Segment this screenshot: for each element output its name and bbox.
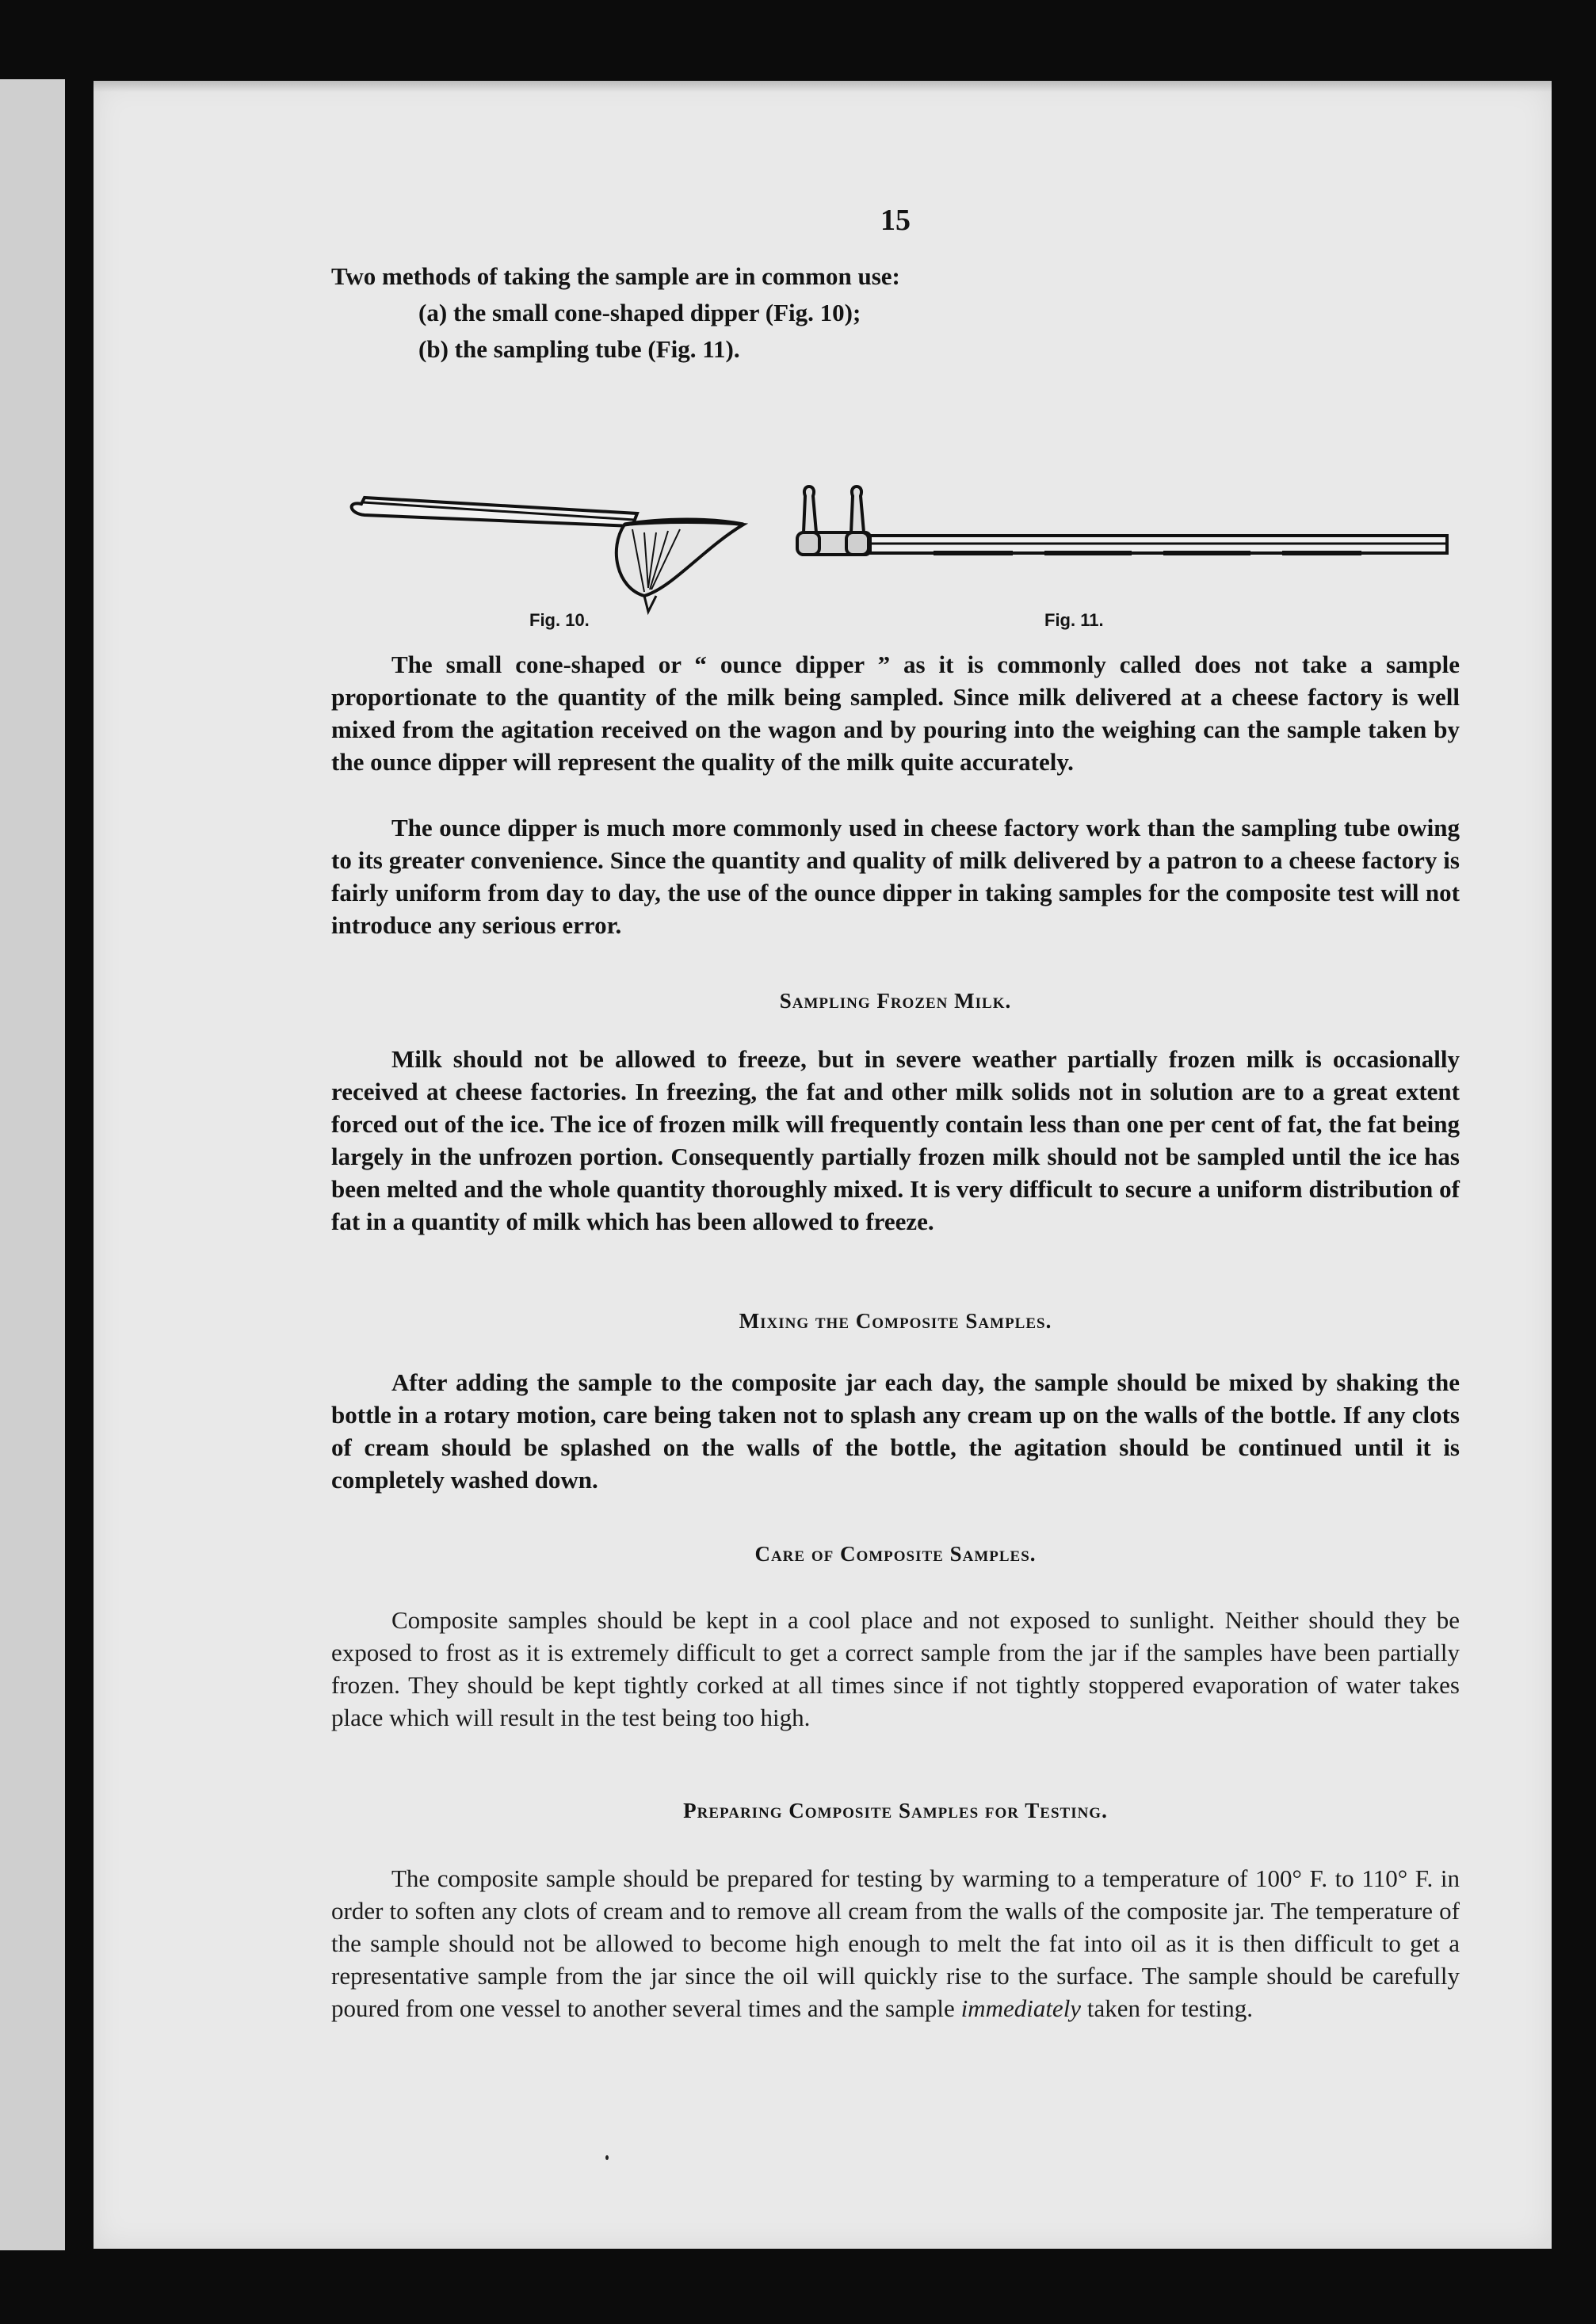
heading-sampling-frozen-milk: Sampling Frozen Milk.	[779, 989, 1012, 1013]
paragraph-care: Composite samples should be kept in a cool place and not exposed to sunlight. Neither should they be exposed to frost as it is extremely difficult to get a correct sample from the jar if the samples have been partially frozen. They should be kept tightly corked at all times since if not tightly stoppered evaporation of water takes place which will result in the test being too high.	[331, 1606, 1460, 1731]
emphasis-immediately: immediately	[960, 1994, 1082, 2022]
paragraph-preparing-start: The composite sample should be prepared for testing by warming to a temperature of 100° F. to 110° F. in order to soften any clots of cream and to remove all cream from the walls of the composite jar. The temperature of the sample should not be allowed to become high enough to melt the fat into oil as it is then difficult to get a representative sample from the jar since the oil will quickly rise to the surface. The sample should be carefully poured from one vessel to another several times and the sample	[331, 1864, 1460, 2022]
intro-block	[331, 258, 900, 368]
figures-illustration	[331, 477, 1460, 651]
paragraph-ounce-dipper: The small cone-shaped or “ ounce dipper ” as it is commonly called does not take a sample proportionate to the quantity of the milk being sampled. Since milk delivered at a cheese factory is well mixed from the agitation received on the wagon and by pouring into the weighing can the sample taken by the ounce dipper will represent the quality of the milk quite accurately.	[331, 651, 1460, 776]
fig-11-caption: Fig. 11.	[1044, 610, 1104, 630]
intro-line-2: (a) the small cone-shaped dipper (Fig. 10);	[418, 299, 861, 326]
sampling-tube-figure	[797, 487, 1447, 555]
page-number: 15	[880, 204, 911, 237]
book-page	[94, 81, 1552, 2249]
page-top-shadow	[94, 81, 1552, 92]
fig-10-caption: Fig. 10.	[529, 610, 590, 630]
intro-line-1: Two methods of taking the sample are in common use:	[331, 262, 900, 290]
paragraph-frozen-milk: Milk should not be allowed to freeze, but in severe weather partially frozen milk is occasionally received at cheese factories. In freezing, the fat and other milk solids not in solution are to a great extent forced out of the ice. The ice of frozen milk will frequently contain less than one per cent of fat, the fat being largely in the unfrozen portion. Consequently partially frozen milk should not be sampled until the ice has been melted and the whole quantity thoroughly mixed. It is very difficult to secure a uniform distribution of fat in a quantity of milk which has been allowed to freeze.	[331, 1045, 1460, 1235]
paragraph-mixing: After adding the sample to the composite jar each day, the sample should be mixed by shaking the bottle in a rotary motion, care being taken not to splash any cream up on the walls of the bottle. If any clots of cream should be splashed on the walls of the bottle, the agitation should be continued until it is completely washed down.	[331, 1368, 1460, 1494]
adjacent-page-edge	[0, 79, 65, 2250]
paragraph-preparing	[331, 1862, 1460, 2024]
heading-care-composite-samples: Care of Composite Samples.	[754, 1542, 1037, 1566]
heading-preparing-composite-samples: Preparing Composite Samples for Testing.	[683, 1799, 1108, 1822]
paragraph-dipper-convenience: The ounce dipper is much more commonly used in cheese factory work than the sampling tube owing to its greater convenience. Since the quantity and quality of milk delivered by a patron to a cheese factory is fairly uniform from day to day, the use of the ounce dipper in taking samples for the composite test will not introduce any serious error.	[331, 814, 1460, 939]
ounce-dipper-figure	[352, 498, 743, 612]
intro-line-3: (b) the sampling tube (Fig. 11).	[418, 335, 740, 363]
heading-mixing-composite-samples: Mixing the Composite Samples.	[739, 1309, 1052, 1333]
print-speck	[605, 2155, 609, 2160]
paragraph-preparing-end: taken for testing.	[1081, 1994, 1254, 2022]
